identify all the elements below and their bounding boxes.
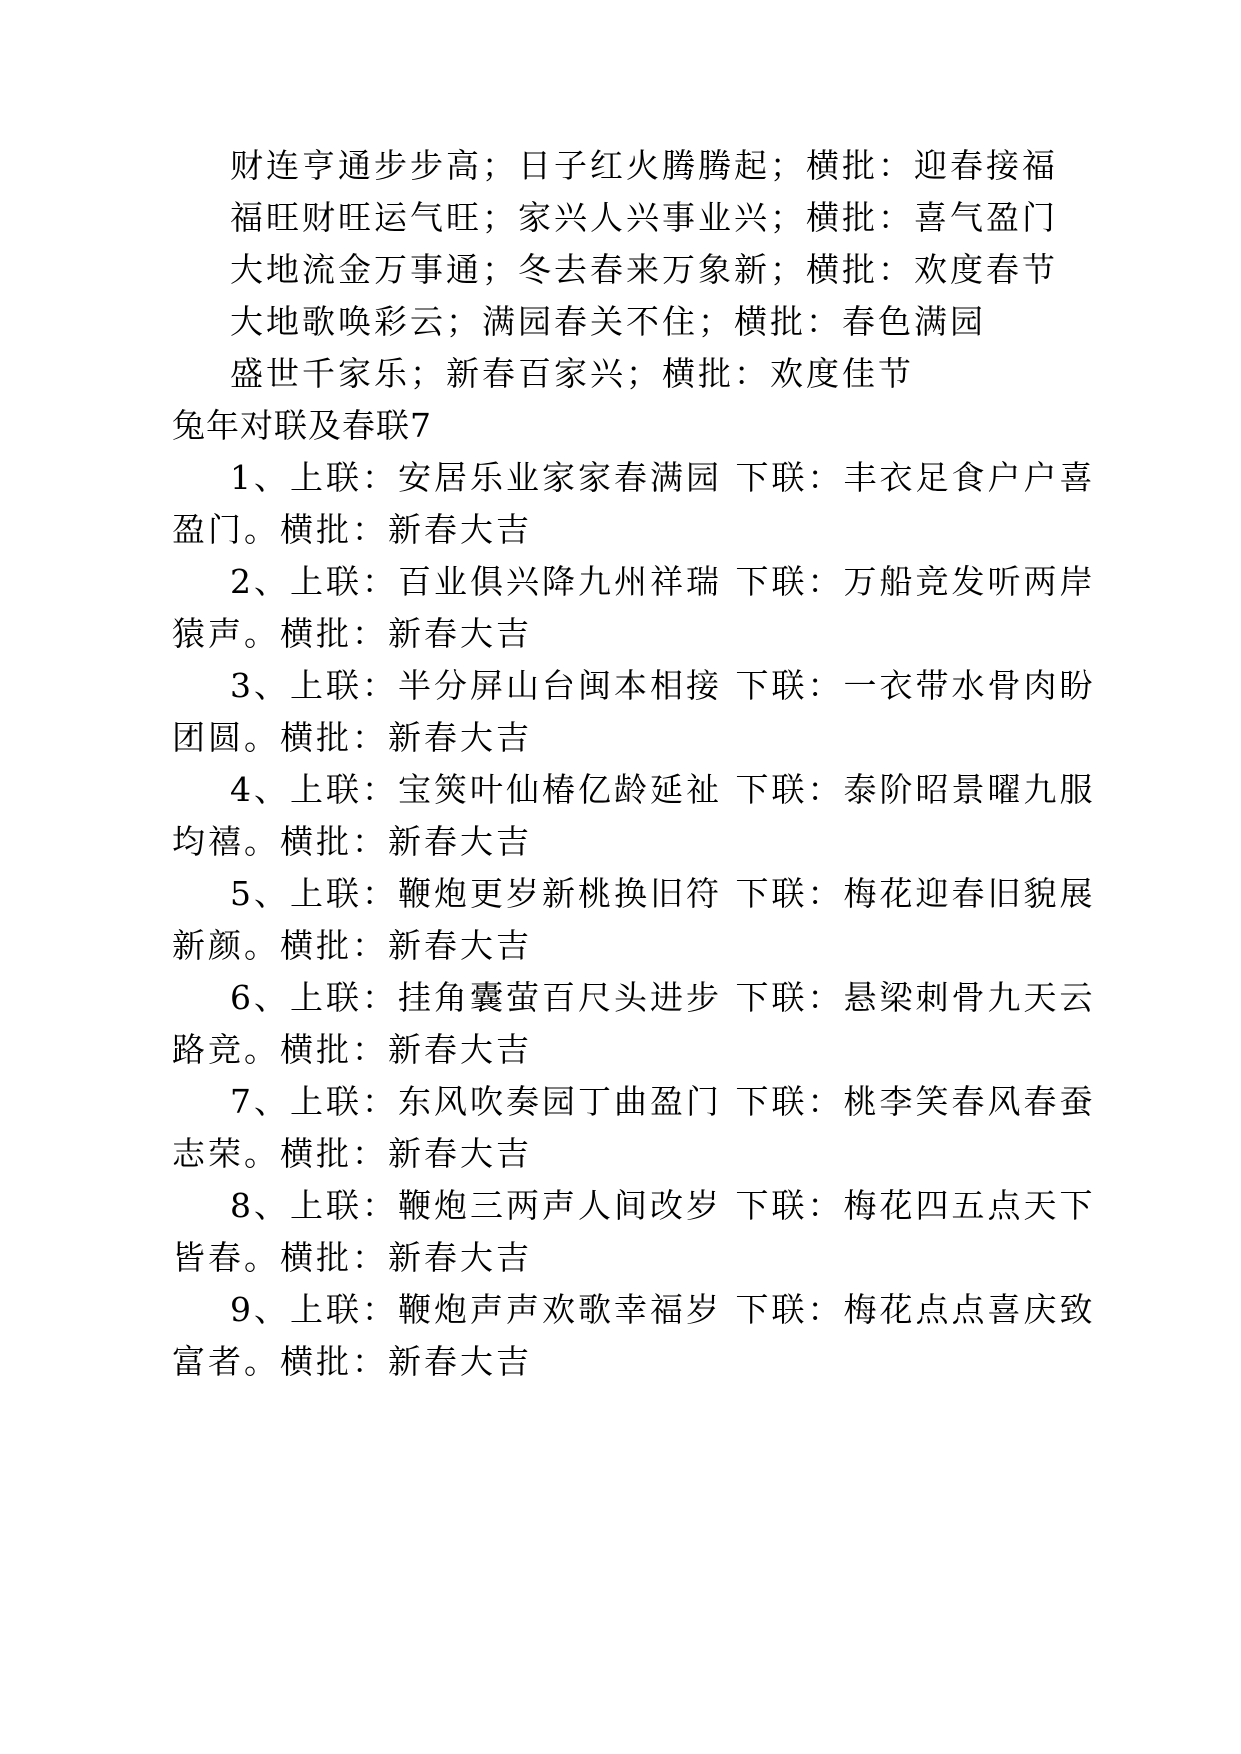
couplet-line-first: 9、上联：鞭炮声声欢歌幸福岁 下联：梅花点点喜庆致 (230, 1290, 1096, 1329)
intro-line: 财连亨通步步高；日子红火腾腾起；横批：迎春接福 (230, 146, 1058, 185)
intro-line: 福旺财旺运气旺；家兴人兴事业兴；横批：喜气盈门 (230, 198, 1058, 237)
couplet-line-first: 7、上联：东风吹奏园丁曲盈门 下联：桃李笑春风春蚕 (230, 1082, 1096, 1121)
couplet-line-second: 路竞。横批：新春大吉 (172, 1030, 532, 1069)
intro-line: 大地流金万事通；冬去春来万象新；横批：欢度春节 (230, 250, 1058, 289)
section-title: 兔年对联及春联7 (172, 406, 432, 445)
couplet-line-first: 2、上联：百业俱兴降九州祥瑞 下联：万船竞发听两岸 (230, 562, 1096, 601)
couplet-line-second: 团圆。横批：新春大吉 (172, 718, 532, 757)
couplet-line-second: 均禧。横批：新春大吉 (172, 822, 532, 861)
couplet-line-second: 志荣。横批：新春大吉 (172, 1134, 532, 1173)
couplet-line-second: 新颜。横批：新春大吉 (172, 926, 532, 965)
couplet-line-first: 4、上联：宝筴叶仙椿亿龄延祉 下联：泰阶昭景曜九服 (230, 770, 1096, 809)
couplet-line-first: 8、上联：鞭炮三两声人间改岁 下联：梅花四五点天下 (230, 1186, 1096, 1225)
couplet-line-second: 猿声。横批：新春大吉 (172, 614, 532, 653)
intro-line: 大地歌唤彩云；满园春关不住；横批：春色满园 (230, 302, 986, 341)
couplet-line-second: 盈门。横批：新春大吉 (172, 510, 532, 549)
couplet-line-first: 1、上联：安居乐业家家春满园 下联：丰衣足食户户喜 (230, 458, 1096, 497)
couplet-line-first: 5、上联：鞭炮更岁新桃换旧符 下联：梅花迎春旧貌展 (230, 874, 1096, 913)
couplet-line-first: 3、上联：半分屏山台闽本相接 下联：一衣带水骨肉盼 (230, 666, 1096, 705)
couplet-line-second: 富者。横批：新春大吉 (172, 1342, 532, 1381)
couplet-line-second: 皆春。横批：新春大吉 (172, 1238, 532, 1277)
couplet-line-first: 6、上联：挂角囊萤百尺头进步 下联：悬梁刺骨九天云 (230, 978, 1096, 1017)
intro-line: 盛世千家乐；新春百家兴；横批：欢度佳节 (230, 354, 914, 393)
